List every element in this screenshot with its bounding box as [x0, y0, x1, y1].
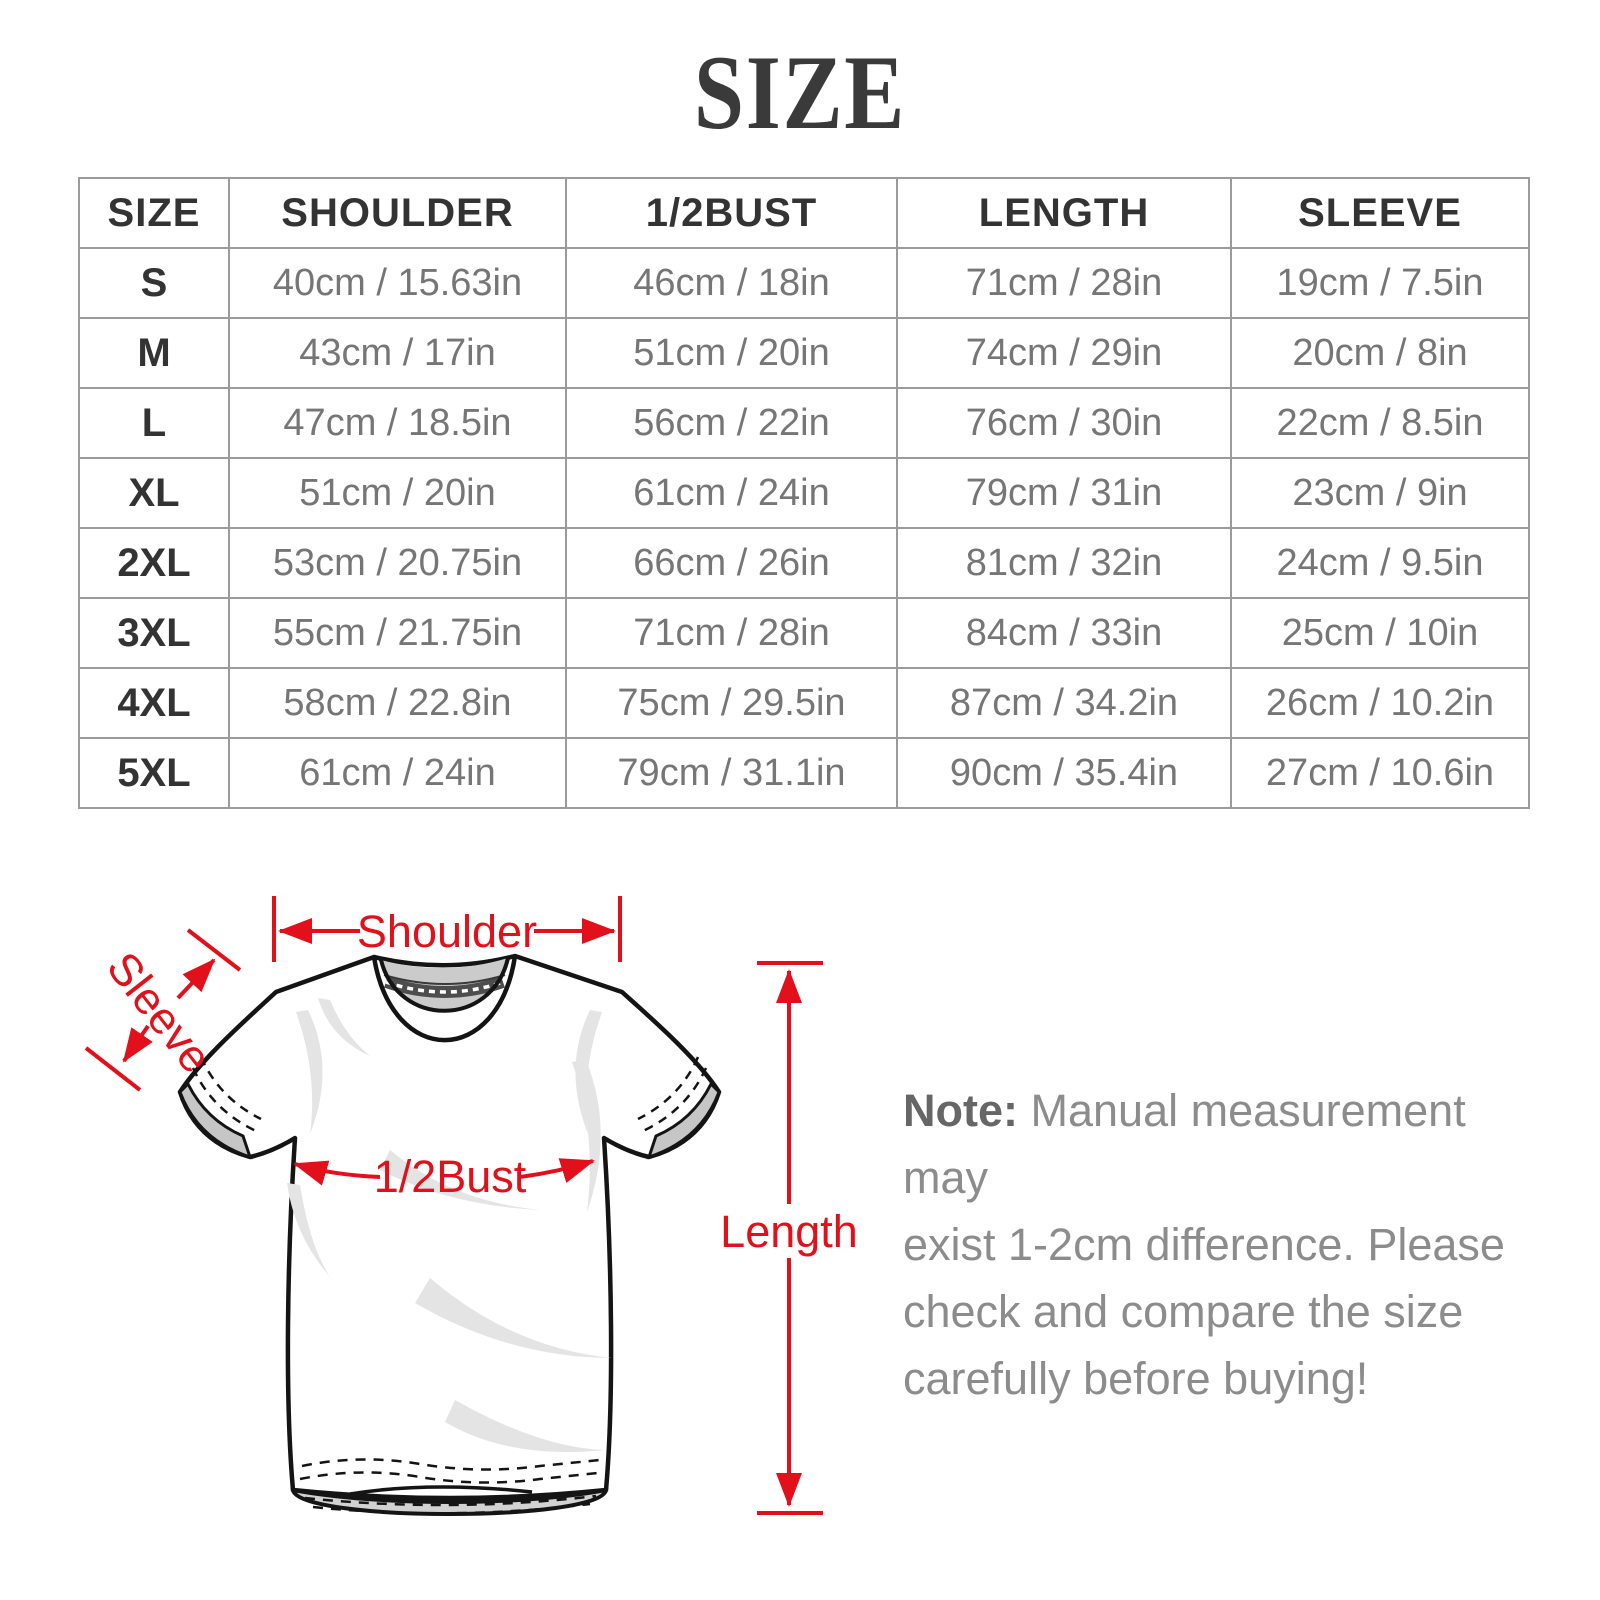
bust-value: 75cm / 29.5in [566, 668, 897, 738]
table-row [79, 458, 1529, 528]
note-line: carefully before buying! [903, 1353, 1369, 1404]
sleeve-value: 24cm / 9.5in [1231, 528, 1529, 598]
column-header-shoulder: SHOULDER [229, 178, 566, 248]
length-value: 90cm / 35.4in [897, 738, 1231, 808]
table-row [79, 248, 1529, 318]
shoulder-value: 55cm / 21.75in [229, 598, 566, 668]
bust-value: 71cm / 28in [566, 598, 897, 668]
note-line: check and compare the size [903, 1286, 1464, 1337]
tshirt-measurement-diagram [0, 860, 900, 1600]
size-value: 2XL [79, 528, 229, 598]
note-line: exist 1-2cm difference. Please [903, 1219, 1505, 1270]
table-row [79, 598, 1529, 668]
length-label: Length [720, 1206, 858, 1257]
column-header-length: LENGTH [897, 178, 1231, 248]
sleeve-label: Sleeve [97, 942, 223, 1083]
shoulder-value: 51cm / 20in [229, 458, 566, 528]
length-value: 71cm / 28in [897, 248, 1231, 318]
table-header-row [79, 178, 1529, 248]
shoulder-value: 58cm / 22.8in [229, 668, 566, 738]
table-row [79, 388, 1529, 458]
length-value: 84cm / 33in [897, 598, 1231, 668]
shoulder-label: Shoulder [356, 906, 538, 957]
note-text: Manual measurement may [903, 1085, 1466, 1203]
sleeve-value: 25cm / 10in [1231, 598, 1529, 668]
bust-label: 1/2Bust [373, 1151, 527, 1202]
length-value: 74cm / 29in [897, 318, 1231, 388]
size-value: M [79, 318, 229, 388]
shoulder-value: 47cm / 18.5in [229, 388, 566, 458]
column-header-size: SIZE [79, 178, 229, 248]
bust-value: 56cm / 22in [566, 388, 897, 458]
length-value: 81cm / 32in [897, 528, 1231, 598]
size-table [78, 177, 1530, 809]
note [903, 1077, 1543, 1412]
sleeve-value: 23cm / 9in [1231, 458, 1529, 528]
column-header-bust: 1/2BUST [566, 178, 897, 248]
sleeve-value: 22cm / 8.5in [1231, 388, 1529, 458]
table-row [79, 528, 1529, 598]
size-value: S [79, 248, 229, 318]
size-value: L [79, 388, 229, 458]
table-row [79, 668, 1529, 738]
shoulder-value: 40cm / 15.63in [229, 248, 566, 318]
length-value: 79cm / 31in [897, 458, 1231, 528]
bust-value: 79cm / 31.1in [566, 738, 897, 808]
size-value: 4XL [79, 668, 229, 738]
bust-value: 61cm / 24in [566, 458, 897, 528]
size-value: 5XL [79, 738, 229, 808]
length-value: 76cm / 30in [897, 388, 1231, 458]
column-header-sleeve: SLEEVE [1231, 178, 1529, 248]
sleeve-value: 19cm / 7.5in [1231, 248, 1529, 318]
size-value: XL [79, 458, 229, 528]
size-value: 3XL [79, 598, 229, 668]
sleeve-value: 27cm / 10.6in [1231, 738, 1529, 808]
note-label: Note: [903, 1085, 1018, 1136]
shoulder-value: 43cm / 17in [229, 318, 566, 388]
tshirt-icon [180, 956, 719, 1514]
length-value: 87cm / 34.2in [897, 668, 1231, 738]
note-line [903, 1077, 1543, 1211]
bust-value: 46cm / 18in [566, 248, 897, 318]
bust-value: 51cm / 20in [566, 318, 897, 388]
sleeve-value: 26cm / 10.2in [1231, 668, 1529, 738]
table-row [79, 738, 1529, 808]
table-row [79, 318, 1529, 388]
page-title: SIZE [693, 34, 907, 151]
sleeve-value: 20cm / 8in [1231, 318, 1529, 388]
shoulder-value: 61cm / 24in [229, 738, 566, 808]
bust-value: 66cm / 26in [566, 528, 897, 598]
shoulder-value: 53cm / 20.75in [229, 528, 566, 598]
